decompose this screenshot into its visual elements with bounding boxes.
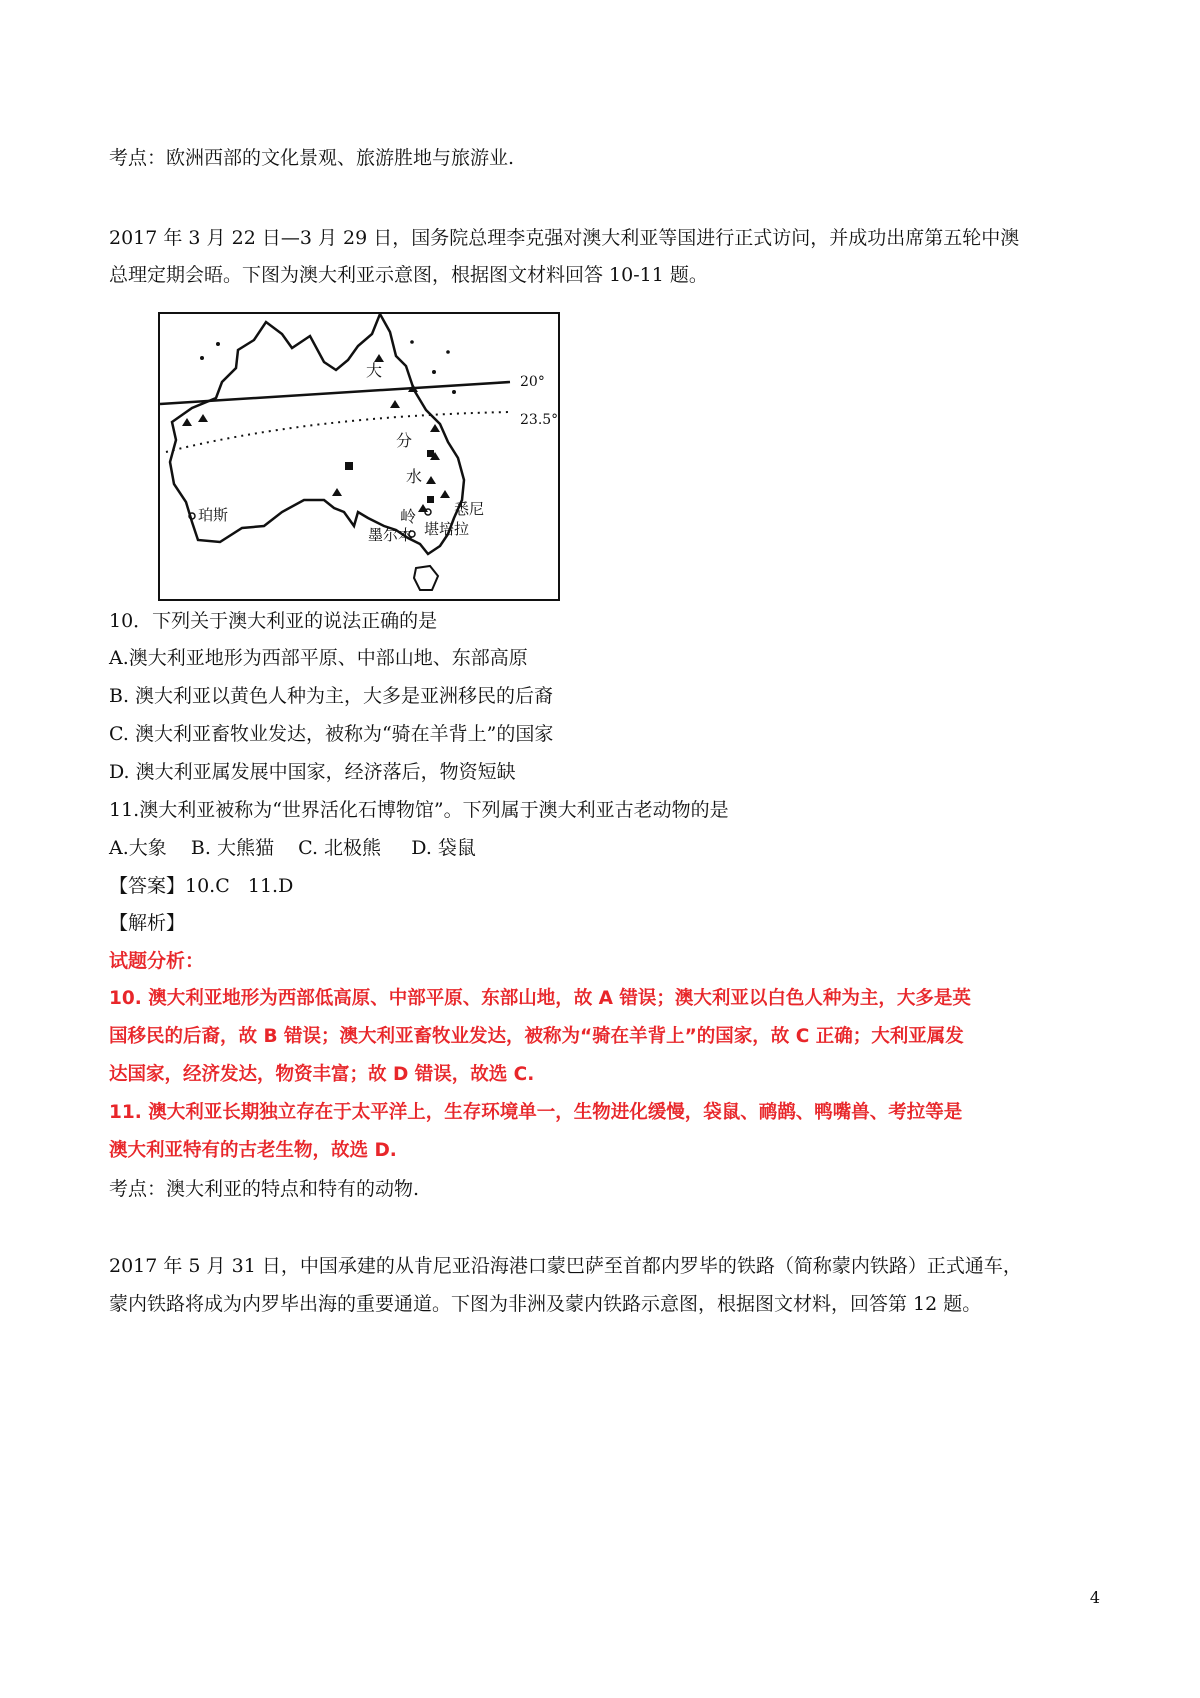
analysis-11-line: 澳大利亚特有的古老生物，故选 D.: [109, 1140, 397, 1161]
kaodian-line: 考点：澳大利亚的特点和特有的动物.: [109, 1178, 420, 1200]
analysis-11-line: 11. 澳大利亚长期独立存在于太平洋上，生存环境单一，生物进化缓慢，袋鼠、鸸鹋、鸭嘴兽、考拉等是: [109, 1102, 963, 1123]
question-11-options: A.大象 B. 大熊猫 C. 北极熊 D. 袋鼠: [109, 837, 476, 859]
city-label-melbourne: 墨尔本: [368, 526, 414, 544]
intro-paragraph-line: 2017 年 3 月 22 日—3 月 29 日，国务院总理李克强对澳大利亚等国进行正式访问，并成功出席第五轮中澳: [109, 227, 1020, 249]
question-10-option-a: A.澳大利亚地形为西部平原、中部山地、东部高原: [109, 647, 528, 669]
kaodian-line: 考点：欧洲西部的文化景观、旅游胜地与旅游业.: [109, 147, 515, 169]
city-label-canberra: 堪培拉: [424, 520, 470, 538]
question-10: 10．下列关于澳大利亚的说法正确的是: [109, 610, 438, 632]
analysis-10-line: 10. 澳大利亚地形为西部低高原、中部平原、东部山地，故 A 错误；澳大利亚以白色人种为主，大多是英: [109, 988, 971, 1009]
question-10-option-b: B. 澳大利亚以黄色人种为主，大多是亚洲移民的后裔: [109, 685, 554, 707]
page-number: 4: [1089, 1588, 1100, 1607]
city-square-icon: [427, 450, 434, 457]
answer-line: 【答案】10.C 11.D: [109, 875, 294, 897]
city-label-perth: 珀斯: [198, 506, 229, 524]
latitude-23-5-label: 23.5°: [520, 412, 559, 428]
range-label-shui: 水: [406, 467, 423, 486]
question-11: 11.澳大利亚被称为“世界活化石博物馆”。下列属于澳大利亚古老动物的是: [109, 799, 729, 821]
analysis-10-line: 国移民的后裔，故 B 错误；澳大利亚畜牧业发达，被称为“骑在羊背上”的国家，故 C 正确；大利亚属发: [109, 1026, 964, 1047]
analysis-heading: 试题分析：: [109, 950, 205, 972]
question-10-option-d: D. 澳大利亚属发展中国家，经济落后，物资短缺: [109, 761, 516, 783]
analysis-10-line: 达国家，经济发达，物资丰富；故 D 错误，故选 C.: [109, 1064, 535, 1085]
intro-paragraph-line: 蒙内铁路将成为内罗毕出海的重要通道。下图为非洲及蒙内铁路示意图，根据图文材料，回答第 12 题。: [109, 1293, 982, 1315]
question-10-option-c: C. 澳大利亚畜牧业发达，被称为“骑在羊背上”的国家: [109, 723, 554, 745]
intro-paragraph-line: 2017 年 5 月 31 日，中国承建的从肯尼亚沿海港口蒙巴萨至首都内罗毕的铁路（简称蒙内铁路）正式通车，: [109, 1255, 1022, 1277]
range-label-ling: 岭: [400, 507, 417, 526]
australia-map: [158, 312, 599, 601]
range-label-fen: 分: [396, 431, 413, 450]
latitude-20-label: 20°: [520, 374, 545, 390]
range-label-da: 大: [366, 361, 383, 380]
intro-paragraph-line: 总理定期会晤。下图为澳大利亚示意图，根据图文材料回答 10-11 题。: [109, 264, 708, 286]
city-square-icon: [427, 496, 434, 503]
jiexi-heading: 【解析】: [109, 912, 186, 934]
city-square-icon: [345, 462, 353, 470]
city-label-sydney: 悉尼: [454, 500, 485, 518]
